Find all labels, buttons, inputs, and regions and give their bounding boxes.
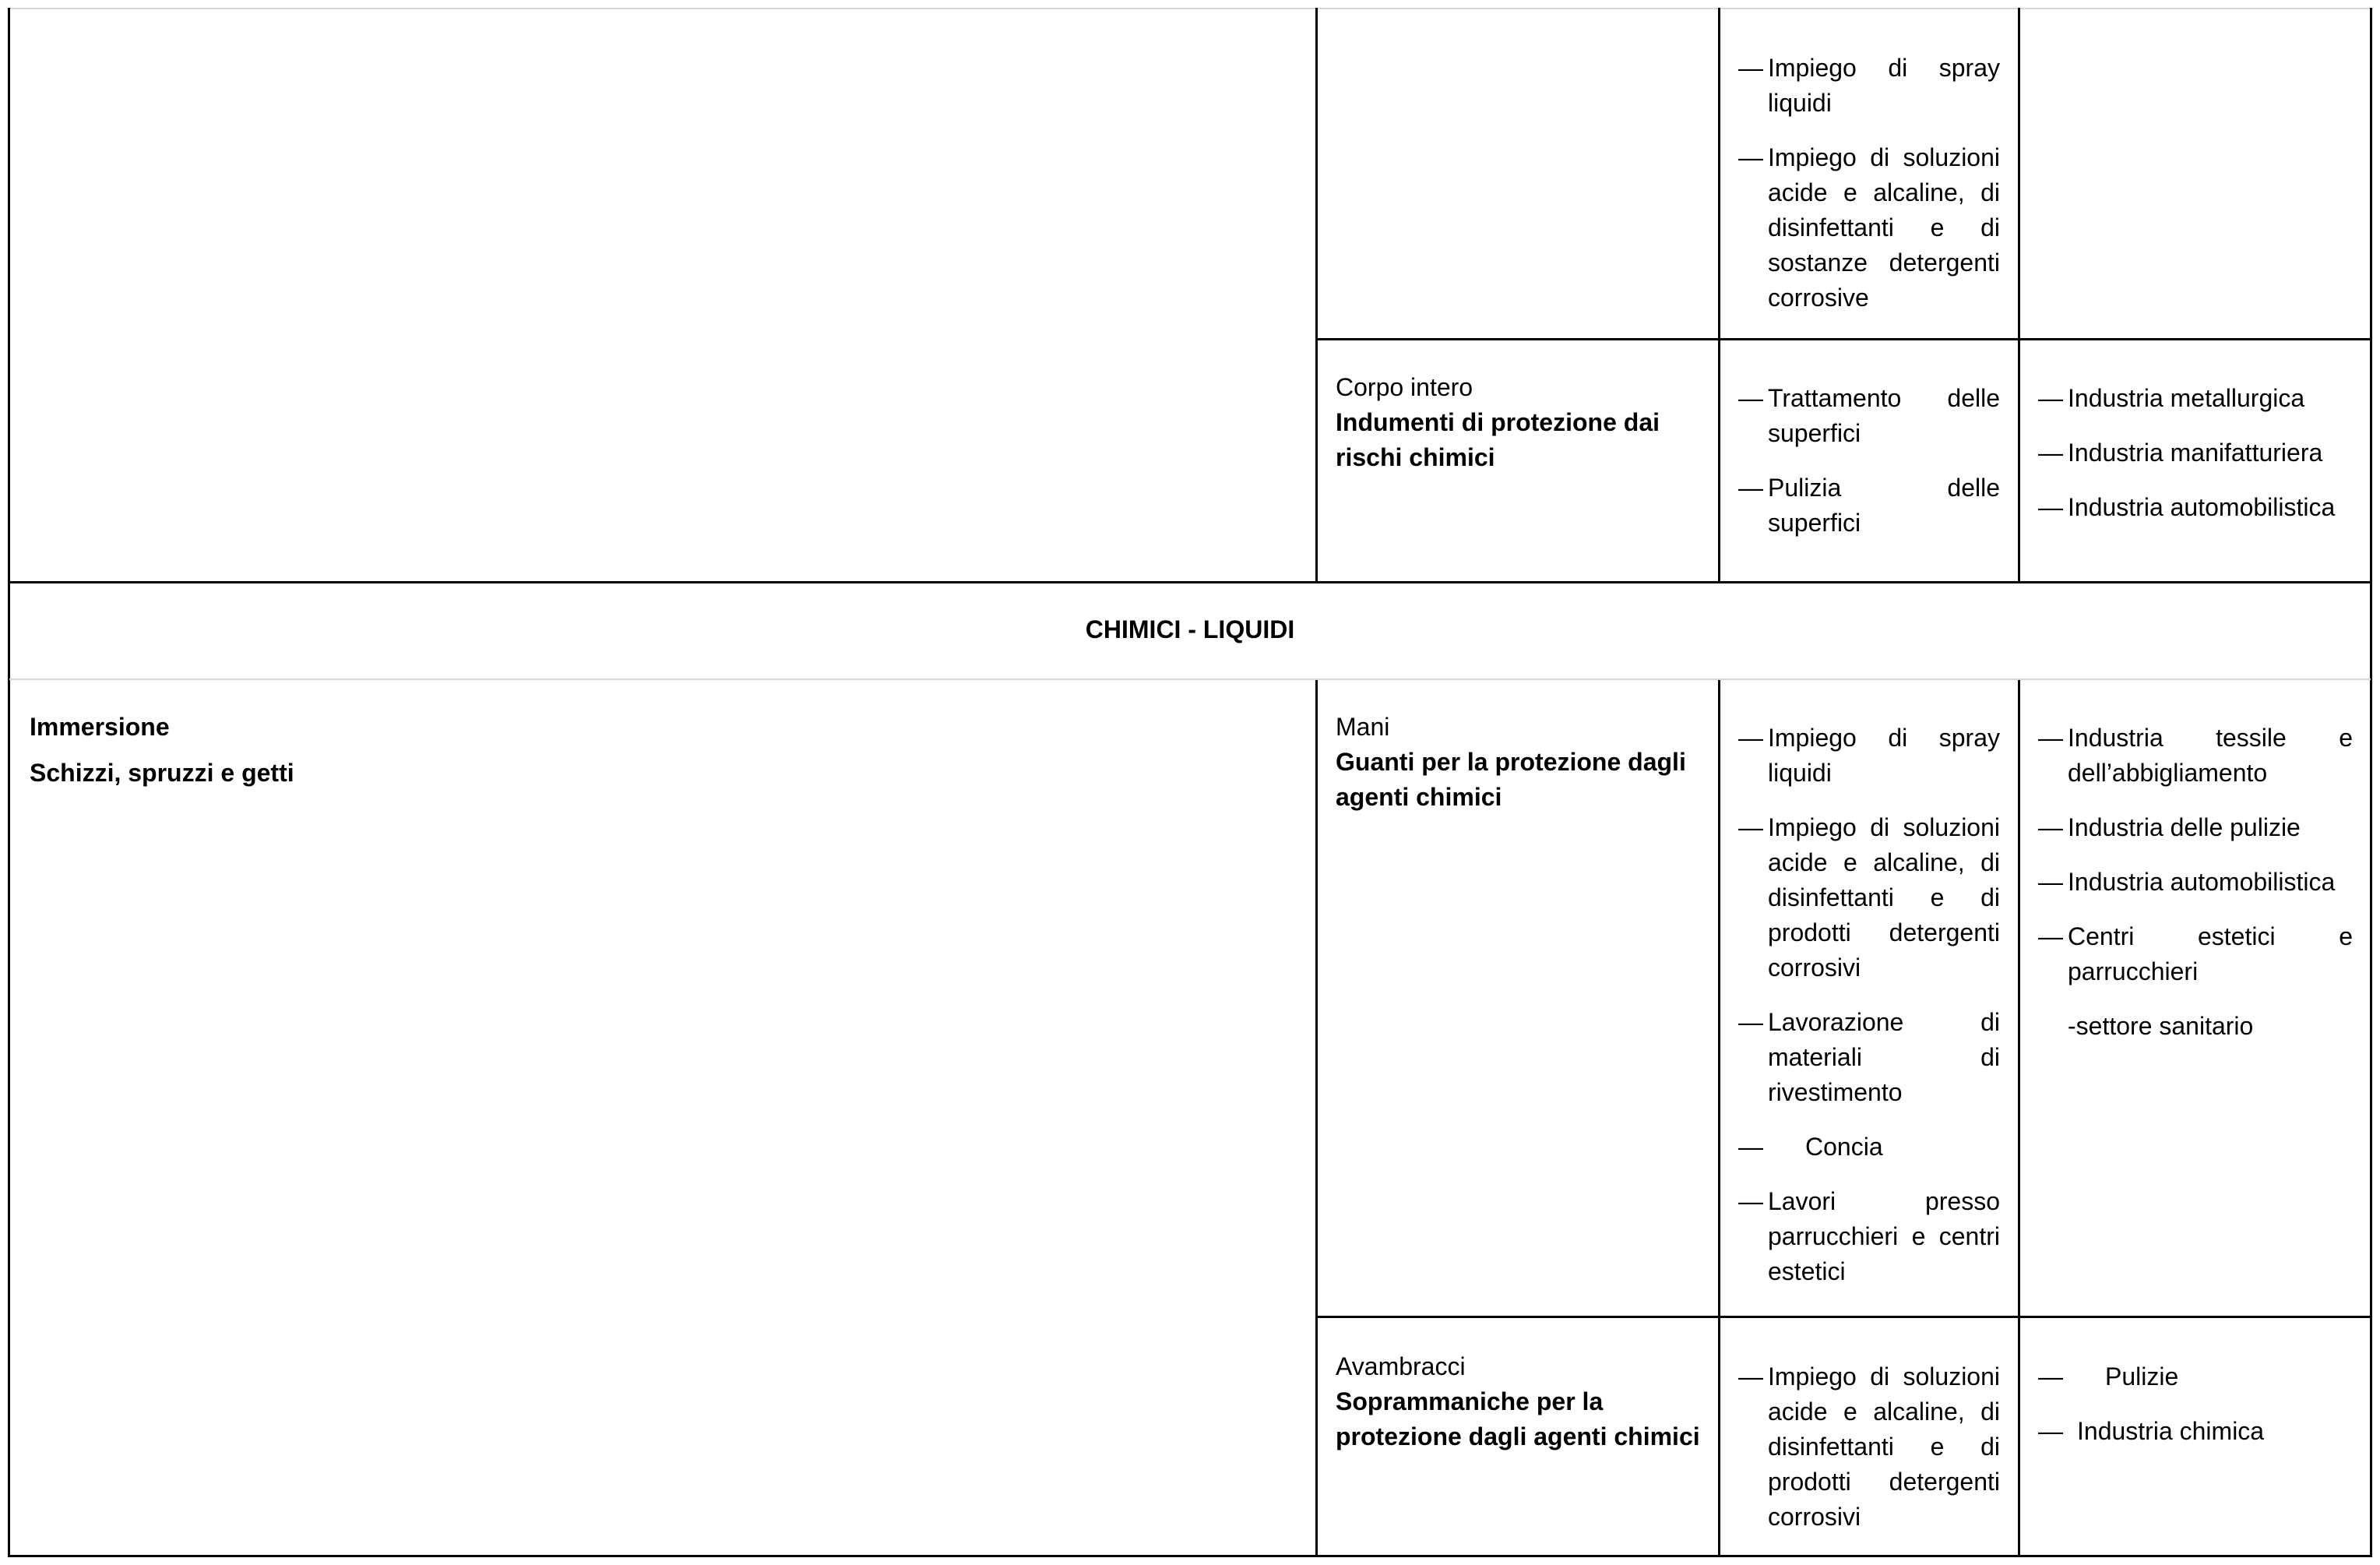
dpi-name: Soprammaniche per la protezione dagli agenti chimici bbox=[1336, 1387, 1700, 1450]
col-divider-2-top bbox=[1718, 8, 1720, 583]
list-item: — Impiego di soluzioni acide e alcaline, di disinfettanti e di prodotti detergenti corrosivi bbox=[1741, 810, 2000, 985]
sectors-list bbox=[2041, 1359, 2353, 1449]
risk-cell bbox=[30, 710, 1291, 791]
dpi-name: Indumenti di protezione dai rischi chimici bbox=[1336, 408, 1660, 471]
uses-list bbox=[1741, 721, 2000, 1289]
dpi-name: Guanti per la protezione dagli agenti chimici bbox=[1336, 748, 1686, 811]
mani-dpi-cell bbox=[1336, 710, 1702, 815]
list-item: — Impiego di spray liquidi bbox=[1741, 51, 2000, 121]
list-item: — Industria chimica bbox=[2041, 1414, 2353, 1449]
list-item: — Industria automobilistica bbox=[2041, 490, 2353, 525]
list-item: — Impiego di soluzioni acide e alcaline, di disinfettanti e di prodotti detergenti corrosivi bbox=[1741, 1359, 2000, 1535]
col-divider-3-bottom bbox=[2018, 680, 2020, 1557]
mani-sectors-cell bbox=[2041, 721, 2353, 1063]
uses-list bbox=[1741, 1359, 2000, 1535]
list-item: — Industria delle pulizie bbox=[2041, 810, 2353, 845]
row-divider-inner-bottom bbox=[1315, 1316, 2371, 1318]
table-top-border bbox=[9, 8, 2371, 9]
table-bottom-border bbox=[8, 1555, 2372, 1557]
list-item: — Industria metallurgica bbox=[2041, 381, 2353, 416]
section-title: CHIMICI - LIQUIDI bbox=[1085, 615, 1295, 643]
col-divider-1-top bbox=[1315, 8, 1318, 583]
corpo-intero-dpi-cell bbox=[1336, 370, 1702, 475]
section-top-border bbox=[9, 581, 2371, 583]
avambracci-sectors-cell bbox=[2041, 1359, 2353, 1468]
body-part-label: Corpo intero bbox=[1336, 373, 1473, 401]
corpo-intero-uses-cell bbox=[1741, 381, 2000, 560]
top-uses-cell bbox=[1741, 51, 2000, 335]
sectors-list bbox=[2041, 721, 2353, 1044]
col-divider-3-top bbox=[2018, 8, 2020, 583]
row-divider-inner-top bbox=[1315, 338, 2371, 340]
list-item: — Pulizia delle superfici bbox=[1741, 471, 2000, 541]
list-item: — Centri estetici e parrucchieri bbox=[2041, 919, 2353, 989]
section-bottom-border bbox=[9, 679, 2371, 680]
table-right-border bbox=[2370, 8, 2372, 1557]
list-item: — Impiego di spray liquidi bbox=[1741, 721, 2000, 791]
list-item: -settore sanitario bbox=[2068, 1012, 2254, 1040]
avambracci-dpi-cell bbox=[1336, 1349, 1702, 1454]
list-item: — Impiego di soluzioni acide e alcaline, di disinfettanti e di sostanze detergenti corrosive bbox=[1741, 140, 2000, 315]
sectors-list bbox=[2041, 381, 2353, 525]
list-item: — Trattamento delle superfici bbox=[1741, 381, 2000, 451]
col-divider-1-bottom bbox=[1315, 680, 1318, 1557]
body-part-label: Mani bbox=[1336, 713, 1390, 741]
list-item: — Industria manifatturiera bbox=[2041, 435, 2353, 471]
list-item: — Concia bbox=[1741, 1130, 2000, 1165]
list-item: — Lavorazione di materiali di rivestimento bbox=[1741, 1005, 2000, 1110]
corpo-intero-sectors-cell bbox=[2041, 381, 2353, 545]
avambracci-uses-cell bbox=[1741, 1359, 2000, 1554]
col-divider-2-bottom bbox=[1718, 680, 1720, 1557]
uses-list bbox=[1741, 381, 2000, 541]
risk-schizzi: Schizzi, spruzzi e getti bbox=[30, 759, 294, 787]
body-part-label: Avambracci bbox=[1336, 1352, 1466, 1380]
list-item: — Lavori presso parrucchieri e centri estetici bbox=[1741, 1184, 2000, 1289]
risk-immersione: Immersione bbox=[30, 713, 170, 741]
list-item: — Pulizie bbox=[2041, 1359, 2353, 1394]
list-item: — Industria tessile e dell’abbigliamento bbox=[2041, 721, 2353, 791]
mani-uses-cell bbox=[1741, 721, 2000, 1309]
table-left-border bbox=[8, 8, 10, 1557]
top-uses-list bbox=[1741, 51, 2000, 315]
list-item: — Industria automobilistica bbox=[2041, 865, 2353, 900]
